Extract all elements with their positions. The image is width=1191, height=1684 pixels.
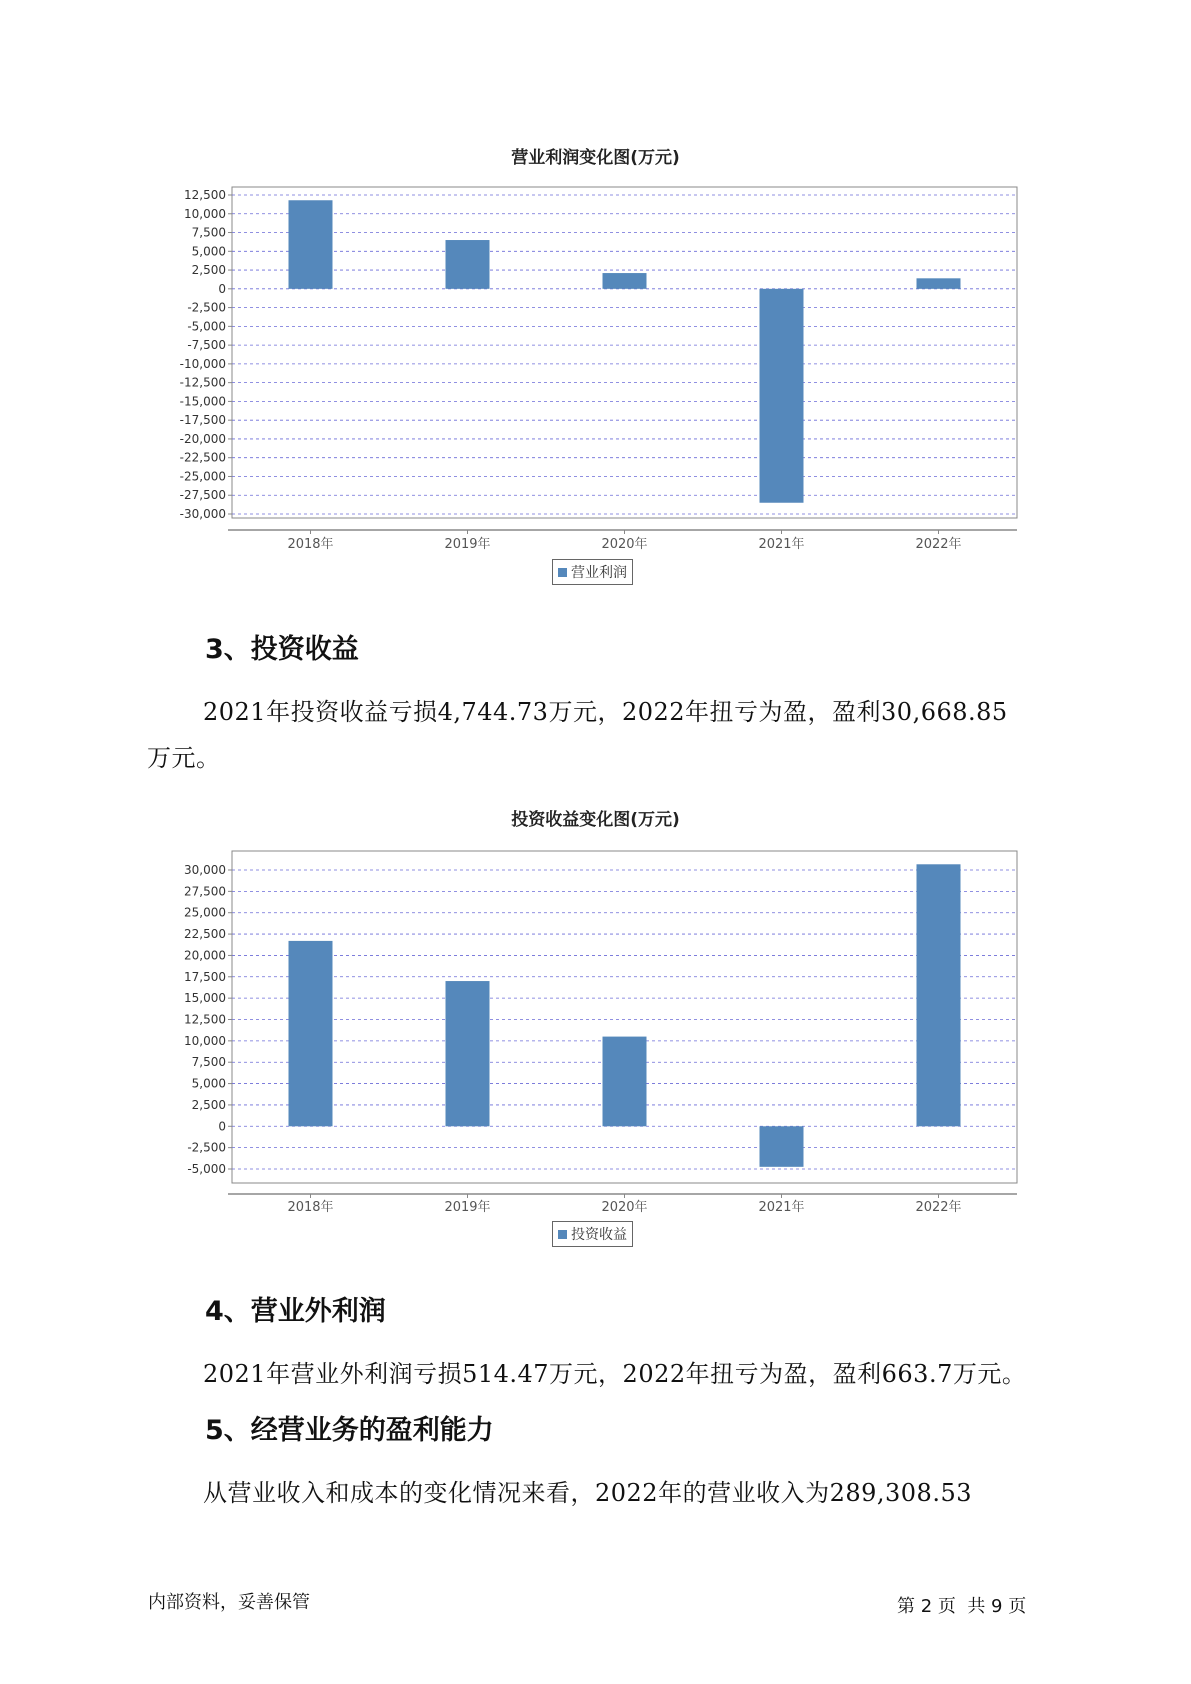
y-tick-label: -10,000 bbox=[179, 356, 226, 371]
y-tick-label: 7,500 bbox=[191, 225, 226, 240]
y-tick-label: -2,500 bbox=[187, 300, 226, 315]
y-tick-label: -7,500 bbox=[187, 338, 226, 353]
y-tick-label: 12,500 bbox=[184, 1012, 226, 1027]
bar-2019年 bbox=[446, 981, 490, 1126]
section4-heading: 4、营业外利润 bbox=[205, 1296, 386, 1327]
bar-2020年 bbox=[603, 1037, 647, 1127]
footer-page-number: 第 2 页 共 9 页 bbox=[897, 1596, 1027, 1617]
section5-paragraph: 从营业收入和成本的变化情况来看，2022年的营业收入为289,308.53 bbox=[203, 1479, 972, 1507]
y-tick-label: 17,500 bbox=[184, 969, 226, 984]
bar-2021年 bbox=[760, 1126, 804, 1167]
x-tick-label: 2022年 bbox=[915, 1200, 962, 1215]
y-tick-label: 25,000 bbox=[184, 905, 226, 920]
y-tick-label: -27,500 bbox=[179, 488, 226, 503]
y-tick-label: 10,000 bbox=[184, 1033, 226, 1048]
y-tick-label: 7,500 bbox=[191, 1055, 226, 1070]
y-tick-label: 5,000 bbox=[191, 1076, 226, 1091]
legend-swatch bbox=[558, 1230, 567, 1239]
section4-paragraph: 2021年营业外利润亏损514.47万元，2022年扭亏为盈，盈利663.7万元。 bbox=[203, 1360, 1027, 1388]
y-tick-label: 15,000 bbox=[184, 991, 226, 1006]
section5-heading: 5、经营业务的盈利能力 bbox=[205, 1415, 494, 1446]
chart1-legend-label: 营业利润 bbox=[571, 565, 627, 581]
y-tick-label: 2,500 bbox=[191, 263, 226, 278]
x-tick-label: 2020年 bbox=[601, 537, 648, 552]
x-tick-label: 2018年 bbox=[287, 537, 334, 552]
y-tick-label: -2,500 bbox=[187, 1140, 226, 1155]
y-tick-label: -20,000 bbox=[179, 431, 226, 446]
y-tick-label: 0 bbox=[218, 281, 226, 296]
plot-area-frame bbox=[232, 851, 1017, 1183]
bar-2018年 bbox=[289, 941, 333, 1126]
chart2-legend-label: 投资收益 bbox=[571, 1227, 627, 1243]
y-tick-label: 20,000 bbox=[184, 948, 226, 963]
x-tick-label: 2021年 bbox=[758, 537, 805, 552]
y-tick-label: -25,000 bbox=[179, 469, 226, 484]
chart1-title: 营业利润变化图(万元) bbox=[511, 148, 680, 168]
chart2-title: 投资收益变化图(万元) bbox=[511, 810, 680, 830]
y-tick-label: -12,500 bbox=[179, 375, 226, 390]
chart2-legend bbox=[552, 1221, 633, 1247]
x-tick-label: 2020年 bbox=[601, 1200, 648, 1215]
x-tick-label: 2022年 bbox=[915, 537, 962, 552]
section3-heading: 3、投资收益 bbox=[205, 634, 359, 665]
y-tick-label: -30,000 bbox=[179, 507, 226, 521]
y-tick-label: -22,500 bbox=[179, 450, 226, 465]
y-tick-label: 5,000 bbox=[191, 244, 226, 259]
x-tick-label: 2019年 bbox=[444, 537, 491, 552]
y-tick-label: -17,500 bbox=[179, 413, 226, 428]
footer-confidential-note: 内部资料，妥善保管 bbox=[148, 1592, 310, 1613]
x-tick-label: 2021年 bbox=[758, 1200, 805, 1215]
y-tick-label: -5,000 bbox=[187, 319, 226, 334]
y-tick-label: 2,500 bbox=[191, 1097, 226, 1112]
bar-2022年 bbox=[917, 864, 961, 1126]
y-tick-label: -5,000 bbox=[187, 1162, 226, 1176]
y-tick-label: 22,500 bbox=[184, 927, 226, 942]
y-tick-label: 27,500 bbox=[184, 884, 226, 899]
x-tick-label: 2018年 bbox=[287, 1200, 334, 1215]
section3-paragraph-line2: 万元。 bbox=[147, 744, 221, 772]
y-tick-label: 10,000 bbox=[184, 206, 226, 221]
y-tick-label: 12,500 bbox=[184, 188, 226, 202]
y-tick-label: 30,000 bbox=[184, 863, 226, 877]
y-tick-label: 0 bbox=[218, 1119, 226, 1134]
section3-paragraph-line1: 2021年投资收益亏损4,744.73万元，2022年扭亏为盈，盈利30,668.85 bbox=[203, 698, 1008, 726]
x-tick-label: 2019年 bbox=[444, 1200, 491, 1215]
y-tick-label: -15,000 bbox=[179, 394, 226, 409]
